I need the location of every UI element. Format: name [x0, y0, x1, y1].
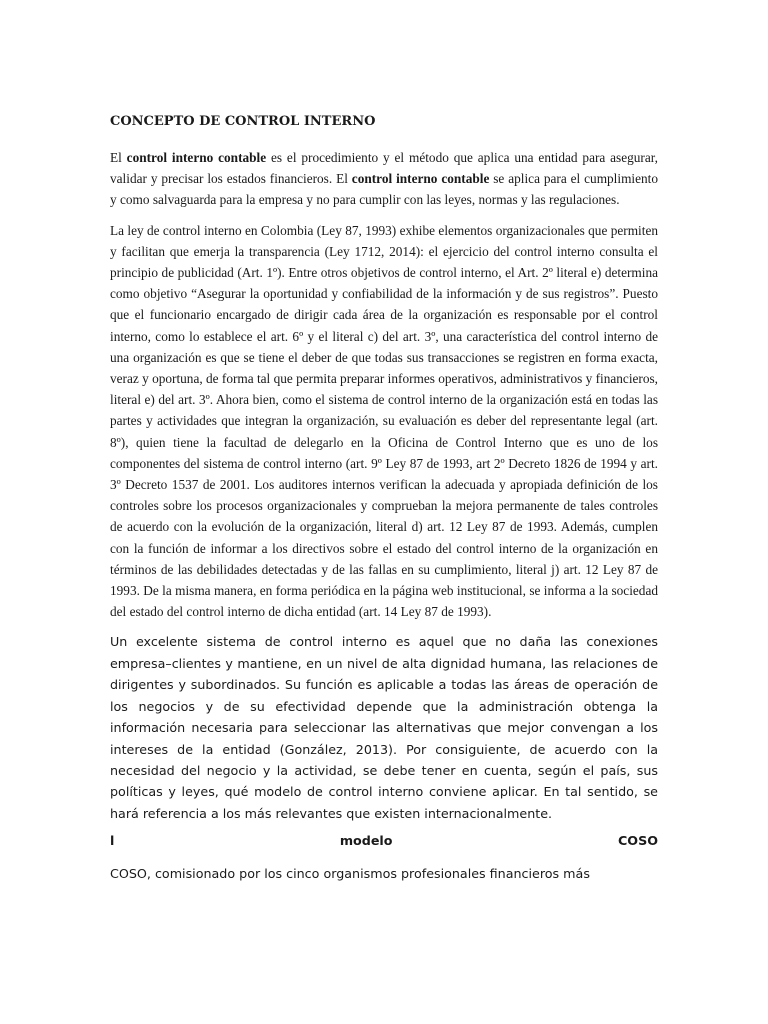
p1-bold-2: control interno contable — [351, 171, 490, 187]
paragraph-1 — [110, 147, 658, 211]
paragraph-4: COSO, comisionado por los cinco organismos profesionales financieros más — [110, 866, 590, 882]
section-title-word-1: l — [110, 833, 115, 849]
p1-bold-1: control interno contable — [126, 150, 267, 165]
p1-text-3: se aplica para el cumplimiento y como salvaguarda para la empresa y no para cumplir con las leyes, normas y las regulaciones. — [110, 171, 658, 208]
paragraph-3: Un excelente sistema de control interno es aquel que no daña las conexiones empresa–clientes y mantiene, en un nivel de alta dignidad humana, las relaciones de dirigentes y subordinados. Su función es aplicable a todas las áreas de operación de los negocios y de su efectividad depende que la administración obtenga la información necesaria para seleccionar las alternativas que mejor convengan a los intereses de la entidad (González, 2013). Por consiguiente, de acuerdo con la necesidad del negocio y la actividad, se debe tener en cuenta, según el país, sus políticas y leyes, qué modelo de control interno conviene aplicar. En tal sentido, se hará referencia a los más relevantes que existen internacionalmente. — [110, 634, 658, 821]
section-title-word-3: COSO — [617, 833, 658, 849]
p1-text-1: El — [110, 150, 127, 165]
section-title — [110, 833, 658, 848]
document-heading: CONCEPTO DE CONTROL INTERNO — [110, 114, 376, 129]
paragraph-2: La ley de control interno en Colombia (Ley 87, 1993) exhibe elementos organizacionales que permiten y facilitan que emerja la transparencia (Ley 1712, 2014): el ejercicio del control interno consulta el principio de publicidad (Art. 1º). Entre otros objetivos de control interno, el Art. 2º literal e) determina como objetivo “Asegurar la oportunidad y confiabilidad de la información y de sus registros”. Puesto que el funcionario encargado de dirigir cada área de la organización es responsable por el control interno, como lo establece el art. 6º y el literal c) del art. 3º, una característica del control interno de una organización es que se tiene el deber de que todas sus transacciones se registren en forma exacta, veraz y oportuna, de forma tal que permita preparar informes operativos, administrativos y financieros, literal e) del art. 3º. Ahora bien, como el sistema de control interno de la organización está en todas las partes y actividades que integran la organización, su evaluación es deber del representante legal (art. 8º), quien tiene la facultad de delegarlo en la Oficina de Control Interno que es uno de los componentes del sistema de control interno (art. 9º Ley 87 de 1993, art 2º Decreto 1826 de 1994 y art. 3º Decreto 1537 de 2001. Los auditores internos verifican la adecuada y apropiada definición de los controles sobre los procesos organizacionales y comprueban la mejora permanente de tales controles de acuerdo con la evolución de la organización, literal d) art. 12 Ley 87 de 1993. Además, cumplen con la función de informar a los directivos sobre el estado del control interno de la organización en términos de las debilidades detectadas y de las fallas en su cumplimiento, literal j) art. 12 Ley 87 de 1993. De la misma manera, en forma periódica en la página web institucional, se informa a la sociedad del estado del control interno de dicha entidad (art. 14 Ley 87 de 1993). — [110, 222, 658, 620]
section-title-word-2: modelo — [339, 833, 393, 849]
p1-text-2: es el procedimiento y el método que aplica una entidad para asegurar, validar y precisar los estados financieros. El — [110, 150, 658, 187]
